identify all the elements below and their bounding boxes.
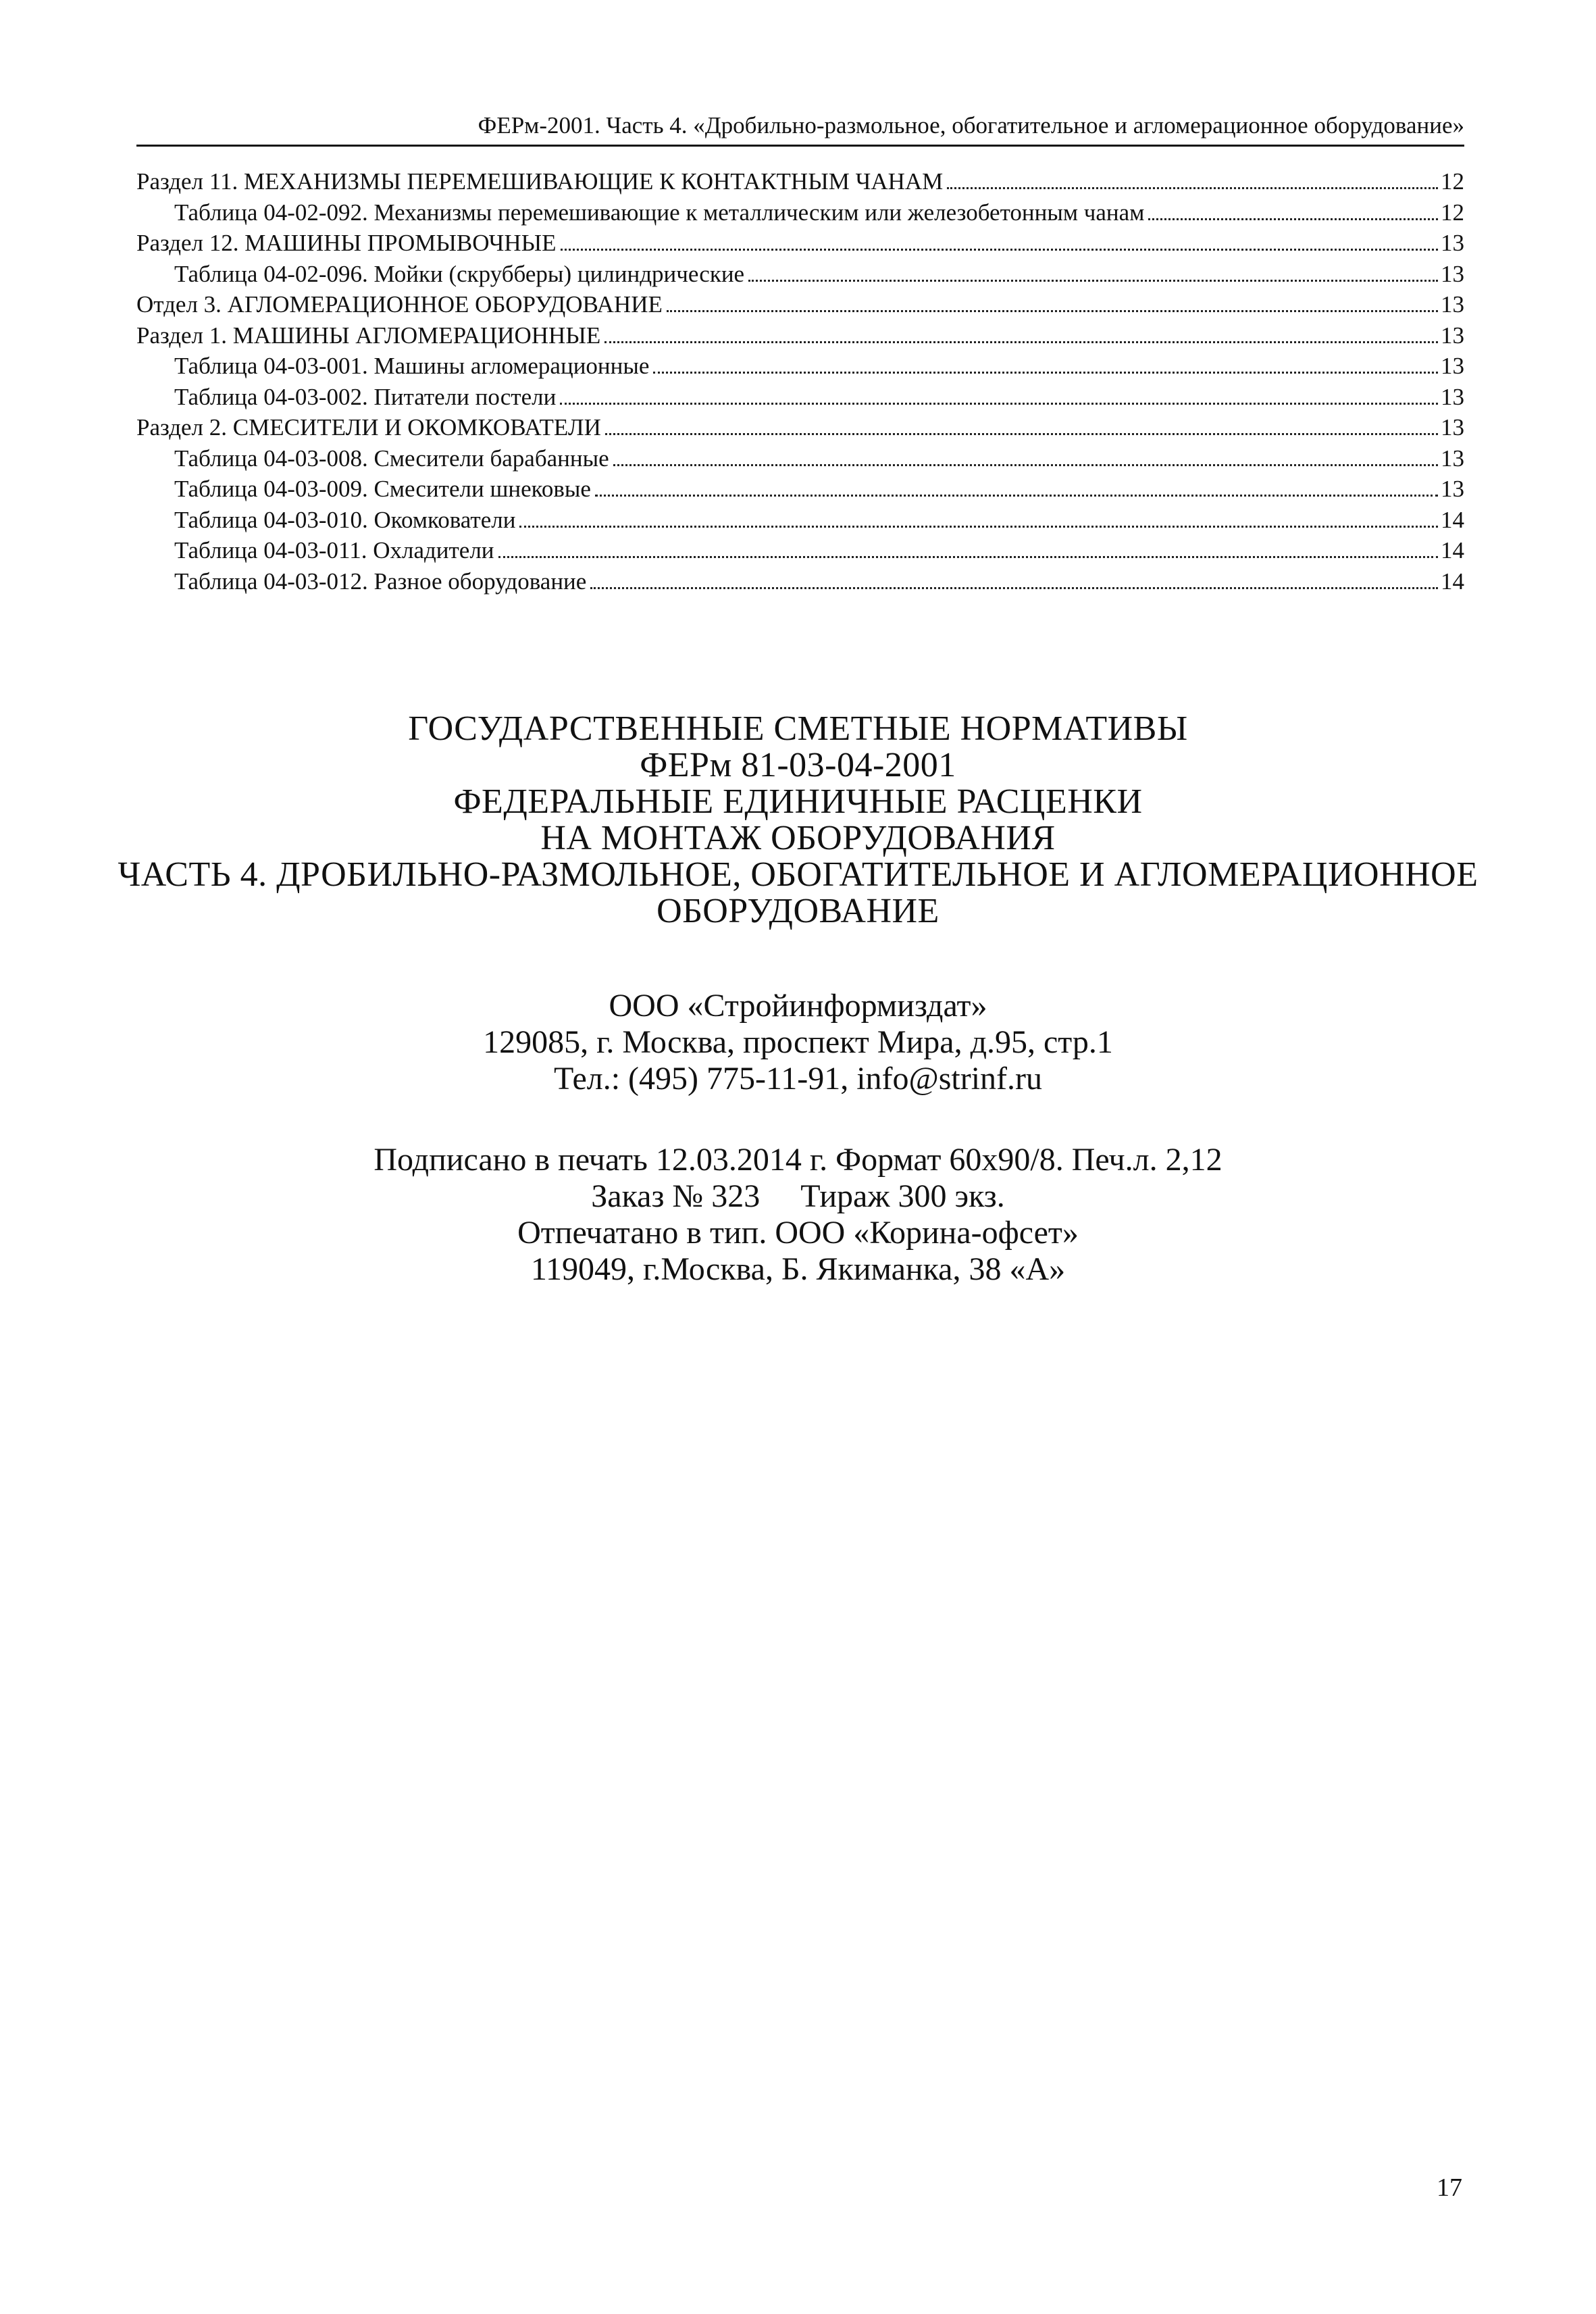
title-line-rates: ФЕДЕРАЛЬНЫЕ ЕДИНИЧНЫЕ РАСЦЕНКИ (453, 782, 1143, 821)
toc-entry-title: Таблица 04-03-002. Питатели постели (174, 383, 557, 410)
toc-dot-leader (1148, 218, 1438, 220)
toc-entry-title: Таблица 04-03-009. Смесители шнековые (174, 476, 591, 502)
print-run: Тираж 300 экз. (800, 1178, 1005, 1214)
toc-entry-title: Таблица 04-02-096. Мойки (скрубберы) цилиндрические (174, 260, 745, 287)
toc-entry (136, 505, 1464, 536)
print-order-number: Заказ № 323 (591, 1178, 761, 1214)
publisher-contacts: Тел.: (495) 775-11-91, info@strinf.ru (553, 1061, 1043, 1097)
title-line-installation: НА МОНТАЖ ОБОРУДОВАНИЯ (540, 819, 1056, 857)
toc-entry-page: 12 (1441, 168, 1464, 195)
publisher-address: 129085, г. Москва, проспект Мира, д.95, стр.1 (483, 1024, 1113, 1060)
toc-dot-leader (498, 556, 1438, 558)
toc-entry-title: Таблица 04-03-008. Смесители барабанные (174, 445, 609, 472)
toc-dot-leader (605, 433, 1438, 435)
toc-entry (136, 166, 1464, 197)
toc-dot-leader (667, 310, 1438, 312)
toc-entry-page: 13 (1441, 476, 1464, 502)
publisher-name: ООО «Стройинформиздат» (609, 988, 987, 1024)
running-header (136, 107, 1464, 147)
toc-entry-title: Раздел 2. СМЕСИТЕЛИ И ОКОМКОВАТЕЛИ (136, 414, 601, 441)
table-of-contents (136, 166, 1464, 597)
toc-entry (136, 320, 1464, 351)
toc-entry-page: 14 (1441, 537, 1464, 563)
toc-entry-page: 13 (1441, 414, 1464, 441)
print-order-line (101, 1178, 1495, 1215)
toc-entry-title: Таблица 04-03-011. Охладители (174, 537, 494, 563)
toc-dot-leader (595, 495, 1438, 497)
print-signed: Подписано в печать 12.03.2014 г. Формат 60x90/8. Печ.л. 2,12 (374, 1142, 1222, 1178)
toc-entry (136, 535, 1464, 566)
toc-entry-title: Таблица 04-03-001. Машины агломерационные (174, 353, 650, 379)
toc-entry (136, 474, 1464, 505)
toc-dot-leader (561, 249, 1438, 251)
toc-entry-page: 13 (1441, 322, 1464, 349)
toc-entry-page: 13 (1441, 260, 1464, 287)
toc-entry-page: 13 (1441, 383, 1464, 410)
toc-entry-title: Таблица 04-02-092. Механизмы перемешивающие к металлическим или железобетонным чанам (174, 199, 1145, 226)
toc-dot-leader (560, 403, 1438, 405)
title-line-part: ЧАСТЬ 4. ДРОБИЛЬНО-РАЗМОЛЬНОЕ, ОБОГАТИТЕЛЬНОЕ И АГЛОМЕРАЦИОННОЕ (118, 855, 1478, 894)
print-info-block (101, 1142, 1495, 1288)
toc-entry-title: Таблица 04-03-012. Разное оборудование (174, 568, 587, 595)
toc-dot-leader (519, 526, 1438, 528)
toc-entry (136, 228, 1464, 259)
toc-entry (136, 351, 1464, 382)
toc-dot-leader (748, 280, 1438, 282)
running-header-title: ФЕРм-2001. Часть 4. «Дробильно-размольное, обогатительное и агломерационное оборудование» (478, 112, 1464, 139)
title-line-equipment: ОБОРУДОВАНИЕ (657, 892, 939, 930)
toc-entry (136, 443, 1464, 474)
toc-dot-leader (613, 464, 1438, 466)
toc-entry-title: Раздел 11. МЕХАНИЗМЫ ПЕРЕМЕШИВАЮЩИЕ К КОНТАКТНЫМ ЧАНАМ (136, 168, 944, 195)
toc-entry-title: Раздел 12. МАШИНЫ ПРОМЫВОЧНЫЕ (136, 230, 557, 256)
page-number: 17 (1437, 2173, 1462, 2202)
toc-entry-page: 14 (1441, 506, 1464, 533)
toc-entry-title: Отдел 3. АГЛОМЕРАЦИОННОЕ ОБОРУДОВАНИЕ (136, 291, 663, 318)
toc-entry (136, 197, 1464, 228)
toc-entry-page: 13 (1441, 230, 1464, 256)
toc-entry (136, 412, 1464, 443)
toc-entry (136, 566, 1464, 597)
toc-dot-leader (590, 587, 1438, 589)
title-line-standards: ГОСУДАРСТВЕННЫЕ СМЕТНЫЕ НОРМАТИВЫ (408, 709, 1188, 748)
toc-dot-leader (653, 372, 1438, 374)
toc-entry-title: Раздел 1. МАШИНЫ АГЛОМЕРАЦИОННЫЕ (136, 322, 601, 349)
toc-entry (136, 382, 1464, 413)
publisher-block (101, 988, 1495, 1097)
toc-entry-page: 12 (1441, 199, 1464, 226)
printer-name: Отпечатано в тип. ООО «Корина-офсет» (517, 1215, 1079, 1251)
toc-entry-page: 13 (1441, 291, 1464, 318)
printer-address: 119049, г.Москва, Б. Якиманка, 38 «А» (530, 1251, 1066, 1287)
title-block (101, 711, 1495, 930)
title-line-code: ФЕРм 81-03-04-2001 (640, 746, 956, 784)
toc-entry-page: 13 (1441, 353, 1464, 379)
toc-entry-page: 13 (1441, 445, 1464, 472)
toc-dot-leader (947, 187, 1438, 189)
toc-entry (136, 259, 1464, 290)
toc-dot-leader (604, 341, 1438, 343)
toc-entry (136, 289, 1464, 320)
toc-entry-title: Таблица 04-03-010. Окомкователи (174, 506, 516, 533)
toc-entry-page: 14 (1441, 568, 1464, 595)
